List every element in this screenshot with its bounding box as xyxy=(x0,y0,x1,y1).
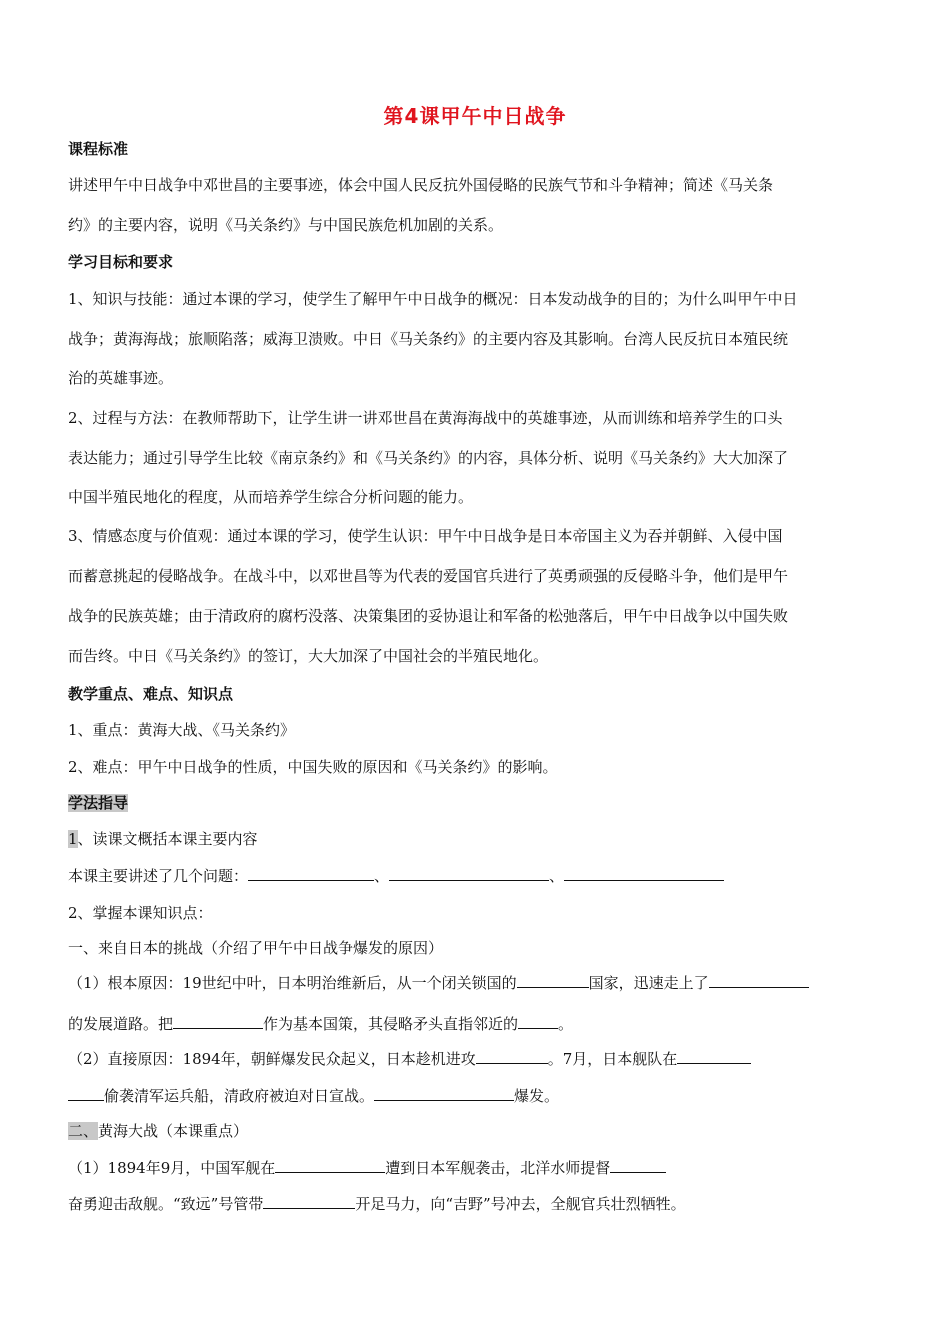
paragraph-line: 1、知识与技能：通过本课的学习，使学生了解甲午中日战争的概况：日本发动战争的目的；为什么叫甲午中日 xyxy=(68,290,798,308)
fill-blank-line: 奋勇迎击敌舰。“致远”号管带 开足马力，向“吉野”号冲去，全舰官兵壮烈牺牲。 xyxy=(68,1195,686,1213)
answer-blank[interactable] xyxy=(518,1014,558,1029)
heading-learning-goals: 学习目标和要求 xyxy=(68,253,174,271)
paragraph-line: 战争；黄海海战；旅顺陷落；威海卫溃败。中日《马关条约》的主要内容及其影响。台湾人民反抗日本殖民统 xyxy=(68,330,789,348)
answer-blank[interactable] xyxy=(389,866,549,881)
answer-blank[interactable] xyxy=(263,1194,355,1209)
paragraph-line: 讲述甲午中日战争中邓世昌的主要事迹，体会中国人民反抗外国侵略的民族气节和斗争精神；简述《马关条 xyxy=(68,176,774,194)
fill-blank-line: （2）直接原因：1894年，朝鲜爆发民众起义，日本趁机进攻 。7月，日本舰队在 xyxy=(68,1049,751,1069)
fill-blank-line: （1）1894年9月，中国军舰在 遭到日本军舰袭击，北洋水师提督 xyxy=(68,1158,666,1178)
section-heading: 一、来自日本的挑战（介绍了甲午中日战争爆发的原因） xyxy=(68,939,444,957)
fill-blank-line: 本课主要讲述了几个问题： 、 、 xyxy=(68,866,724,886)
answer-blank[interactable] xyxy=(68,1086,104,1101)
section-heading: 二、黄海大战（本课重点） xyxy=(68,1122,249,1140)
lesson-title: 第4课甲午中日战争 xyxy=(383,104,567,128)
paragraph-line: 表达能力；通过引导学生比较《南京条约》和《马关条约》的内容，具体分析、说明《马关条约》大大加深了 xyxy=(68,449,789,467)
list-item: 1、读课文概括本课主要内容 xyxy=(68,830,258,848)
answer-blank[interactable] xyxy=(677,1049,751,1064)
paragraph-line: 2、难点：甲午中日战争的性质，中国失败的原因和《马关条约》的影响。 xyxy=(68,758,558,776)
answer-blank[interactable] xyxy=(173,1014,263,1029)
answer-blank[interactable] xyxy=(248,866,374,881)
answer-blank[interactable] xyxy=(476,1049,548,1064)
paragraph-line: 治的英雄事迹。 xyxy=(68,369,174,387)
paragraph-line: 中国半殖民地化的程度，从而培养学生综合分析问题的能力。 xyxy=(68,488,474,506)
heading-curriculum-standard: 课程标准 xyxy=(68,140,129,158)
answer-blank[interactable] xyxy=(709,973,809,988)
fill-blank-line: （1）根本原因：19世纪中叶，日本明治维新后，从一个闭关锁国的 国家，迅速走上了 xyxy=(68,973,809,993)
paragraph-line: 3、情感态度与价值观：通过本课的学习，使学生认识：甲午中日战争是日本帝国主义为吞并朝鲜、入侵中国 xyxy=(68,527,783,545)
study-guide-label: 学法指导 xyxy=(68,794,129,812)
answer-blank[interactable] xyxy=(517,973,589,988)
paragraph-line: 而告终。中日《马关条约》的签订，大大加深了中国社会的半殖民地化。 xyxy=(68,647,549,665)
answer-blank[interactable] xyxy=(275,1158,385,1173)
paragraph-line: 而蓄意挑起的侵略战争。在战斗中，以邓世昌等为代表的爱国官兵进行了英勇顽强的反侵略斗争，他们是甲午 xyxy=(68,567,789,585)
heading-key-points: 教学重点、难点、知识点 xyxy=(68,685,234,703)
answer-blank[interactable] xyxy=(374,1086,514,1101)
fill-blank-line: 偷袭清军运兵船，清政府被迫对日宣战。 爆发。 xyxy=(68,1086,559,1106)
fill-blank-line: 的发展道路。把 作为基本国策，其侵略矛头直指邻近的 。 xyxy=(68,1015,574,1033)
paragraph-line: 战争的民族英雄；由于清政府的腐朽没落、决策集团的妥协退让和军备的松弛落后，甲午中日战争以中国失败 xyxy=(68,607,789,625)
paragraph-line: 约》的主要内容，说明《马关条约》与中国民族危机加剧的关系。 xyxy=(68,216,504,234)
list-item: 2、掌握本课知识点： xyxy=(68,904,213,922)
answer-blank[interactable] xyxy=(564,866,724,881)
heading-study-guide xyxy=(68,793,128,813)
paragraph-line: 1、重点：黄海大战、《马关条约》 xyxy=(68,721,296,739)
answer-blank[interactable] xyxy=(610,1158,666,1173)
paragraph-line: 2、过程与方法：在教师帮助下，让学生讲一讲邓世昌在黄海海战中的英雄事迹，从而训练和培养学生的口头 xyxy=(68,409,783,427)
